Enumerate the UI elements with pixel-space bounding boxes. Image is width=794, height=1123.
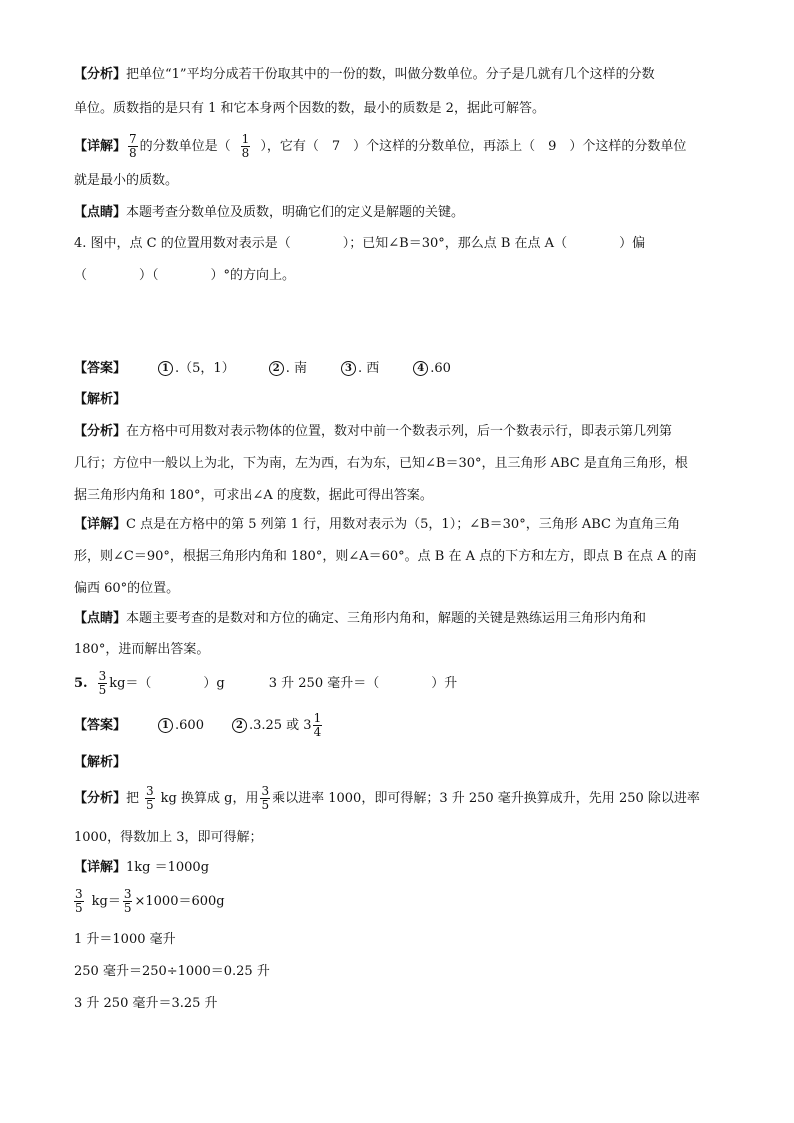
fraction-3-5: $\frac{3}{5}$ — [146, 784, 154, 812]
q4-line1: 4. 图中，点 C 的位置用数对表示是（ ）；已知∠B＝30°，那么点 B 在点 A（ ）偏 — [74, 236, 646, 251]
q5-line-a: 1 升＝1000 毫升 — [74, 932, 176, 947]
q4-xiangjie-line3: 偏西 60°的位置。 — [74, 581, 180, 596]
q4-line2: （ ）（ ）°的方向上。 — [74, 268, 296, 283]
circled-number-1: 1 — [158, 361, 173, 376]
fraction-3-5: $\frac{3}{5}$ — [123, 887, 132, 915]
circled-number-2: 2 — [232, 718, 247, 733]
q4-dianjing-line2: 180°，进而解出答案。 — [74, 642, 210, 657]
q4-jiexi: 【解析】 — [74, 392, 127, 407]
q5-answer: 【答案】 1 .600 2 .3.25 或 3 $\frac{1}{4}$ — [74, 711, 322, 739]
fraction-7-8: $\frac{7}{8}$ — [129, 132, 137, 160]
q5-line-b: 250 毫升＝250÷1000＝0.25 升 — [74, 964, 270, 979]
q5-calc-line: $\frac{3}{5}$ kg＝ $\frac{3}{5}$ ×1000＝600g — [75, 887, 225, 915]
q5-line-c: 3 升 250 毫升＝3.25 升 — [74, 996, 218, 1011]
p1-xiangjie-line2: 就是最小的质数。 — [74, 173, 179, 188]
q5-jiexi: 【解析】 — [74, 755, 127, 770]
q5-xiangjie-line1: 【详解】1kg ＝1000g — [74, 860, 210, 875]
q4-fenxi-line2: 几行；方位中一般以上为北，下为南，左为西，右为东，已知∠B＝30°，且三角形 ABC 是直角三角形，根 — [74, 456, 688, 471]
q4-xiangjie-line1: 【详解】C 点是在方格中的第 5 列第 1 行，用数对表示为（5，1）；∠B＝30°，三角形 ABC 为直角三角 — [74, 517, 681, 532]
q5-fenxi-line2: 1000，得数加上 3，即可得解； — [74, 830, 263, 845]
q4-dianjing-line1: 【点睛】本题主要考查的是数对和方位的确定、三角形内角和，解题的关键是熟练运用三角形内角和 — [74, 611, 647, 626]
fraction-3-5: $\frac{3}{5}$ — [98, 669, 107, 697]
p1-fenxi-line1 — [74, 66, 655, 84]
q5-fenxi-line1: 【分析】把 $\frac{3}{5}$ kg 换算成 g，用 $\frac{3}{5}$ 乘以进率 1000，即可得解；3 升 250 毫升换算成升，先用 250 除以进率 — [74, 784, 700, 812]
p1-xiangjie-line1: 【详解】 $\frac{7}{8}$ 的分数单位是（ $\frac{1}{8}$ ），它有（ 7 ）个这样的分数单位，再添上（ 9 ）个这样的分数单位 — [74, 132, 687, 160]
tag-xiangjie: 【详解】 — [74, 139, 127, 154]
p1-dianjing: 【点睛】本题考查分数单位及质数，明确它们的定义是解题的关键。 — [74, 205, 465, 220]
circled-number-1: 1 — [158, 718, 173, 733]
tag-fenxi: 【分析】 — [74, 67, 127, 82]
p1-fenxi-text1: 把单位“1”平均分成若干份取其中的一份的数，叫做分数单位。分子是几就有几个这样的分数 — [126, 67, 655, 82]
q4-answer: 【答案】 1 .（5，1） 2 . 南 3 . 西 4 .60 — [74, 361, 451, 376]
fraction-1-8: $\frac{1}{8}$ — [241, 132, 250, 160]
q4-fenxi-line1: 【分析】在方格中可用数对表示物体的位置，数对中前一个数表示列，后一个数表示行，即表示第几列第 — [74, 424, 673, 439]
q4-fenxi-line3: 据三角形内角和 180°，可求出∠A 的度数，据此可得出答案。 — [74, 488, 433, 503]
circled-number-3: 3 — [341, 361, 356, 376]
fraction-1-4: $\frac{1}{4}$ — [313, 711, 322, 739]
q5-line: 5. $\frac{3}{5}$ kg＝（ ）g 3 升 250 毫升＝（ ）升 — [74, 669, 458, 697]
fraction-3-5: $\frac{3}{5}$ — [261, 784, 270, 812]
fraction-3-5: $\frac{3}{5}$ — [75, 887, 83, 915]
circled-number-4: 4 — [413, 361, 428, 376]
q4-xiangjie-line2: 形，则∠C＝90°，根据三角形内角和 180°，则∠A＝60°。点 B 在 A 点的下方和左方，即点 B 在点 A 的南 — [74, 549, 697, 564]
p1-fenxi-line2: 单位。质数指的是只有 1 和它本身两个因数的数，最小的质数是 2，据此可解答。 — [74, 101, 545, 116]
circled-number-2: 2 — [269, 361, 284, 376]
